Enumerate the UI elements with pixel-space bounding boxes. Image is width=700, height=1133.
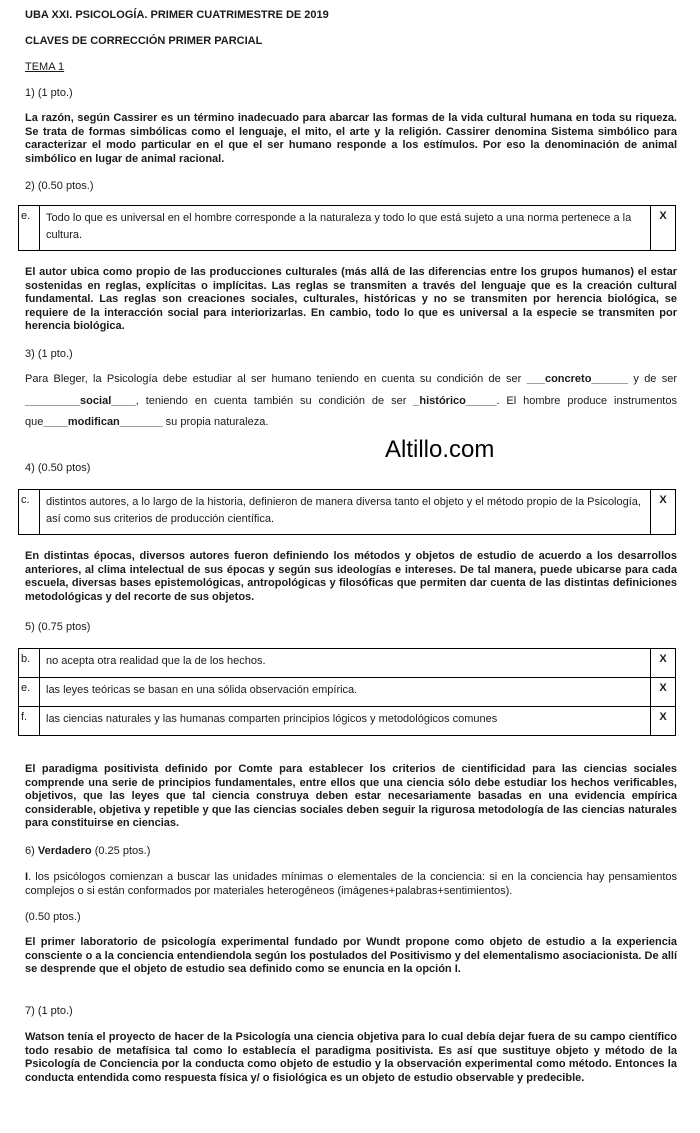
q3-answer-4: ____modifican_______	[43, 416, 163, 428]
q7-label: 7) (1 pto.)	[25, 1005, 73, 1017]
q2-option-letter: e.	[19, 206, 40, 251]
q3-fill-in	[25, 369, 677, 434]
q3-answer-1: ___concreto______	[526, 373, 629, 385]
q2-option-text: Todo lo que es universal en el hombre corresponde a la naturaleza y todo lo que está sujeto a una norma pertenece a la cultura.	[40, 206, 651, 251]
q5-option-text: no acepta otra realidad que la de los hechos.	[40, 649, 651, 678]
q5-option-row	[19, 678, 676, 707]
q3-text-2: y de ser	[628, 373, 677, 385]
q6-item-text: . los psicólogos comienzan a buscar las unidades mínimas o elementales de la conciencia: si en la conciencia hay pensamientos complejos o si están conformados por materiales heterogéneos (imágenes+palabras+sentimientos).	[25, 871, 677, 897]
q3-answer-3: _histórico_____	[413, 394, 497, 407]
q4-option-table	[18, 489, 676, 535]
q4-option-row	[19, 490, 676, 535]
q6-label	[25, 845, 677, 857]
q2-answer: El autor ubica como propio de las producciones culturales (más allá de las diferencias entre los grupos humanos) el estar sostenidas en reglas, explícitas o implícitas. Las reglas se transmiten a través del lenguaje que es la creación cultural fundamental. Las reglas son creaciones sociales, culturales, históricas y no se transmiten por herencia biológica, se requiere de la interacción social para interiorizarlas. En cambio, todo lo que es universal a la especie se transmiten por herencia biológica.	[25, 266, 677, 333]
q6-item	[25, 871, 677, 898]
q5-option-mark: X	[651, 707, 676, 736]
q6-label-num: 6)	[25, 845, 38, 857]
document-title: UBA XXI. PSICOLOGÍA. PRIMER CUATRIMESTRE DE 2019	[25, 9, 329, 21]
q5-option-letter: e.	[19, 678, 40, 707]
q3-text-4: . El hombre produce instrumentos que	[25, 394, 677, 428]
q6-label-points: (0.25 ptos.)	[91, 845, 151, 857]
q5-option-row	[19, 707, 676, 736]
q6-label-verdict: Verdadero	[37, 845, 92, 857]
q3-text-3: , teniendo en cuenta también su condición de ser	[135, 394, 414, 407]
q5-option-letter: b.	[19, 649, 40, 678]
q2-label: 2) (0.50 ptos.)	[25, 180, 94, 192]
q3-answer-2: _________social____	[25, 394, 136, 407]
q3-text-5: su propia naturaleza.	[162, 416, 269, 428]
q5-label: 5) (0.75 ptos)	[25, 621, 91, 633]
q5-option-row	[19, 649, 676, 678]
watermark: Altillo.com	[385, 436, 495, 463]
q6-item-letter: I	[25, 871, 29, 883]
q1-label: 1) (1 pto.)	[25, 87, 73, 99]
q3-label: 3) (1 pto.)	[25, 348, 73, 360]
q5-option-mark: X	[651, 678, 676, 707]
q5-option-text: las ciencias naturales y las humanas comparten principios lógicos y metodológicos comunes	[40, 707, 651, 736]
q2-option-mark: X	[651, 206, 676, 251]
tema-text: TEMA 1	[25, 61, 65, 73]
document-subtitle: CLAVES DE CORRECCIÓN PRIMER PARCIAL	[25, 35, 263, 47]
q4-option-letter: c.	[19, 490, 40, 535]
q5-option-letter: f.	[19, 707, 40, 736]
q2-option-table	[18, 205, 676, 251]
q6-label-2: (0.50 ptos.)	[25, 911, 81, 923]
q5-option-table	[18, 648, 676, 736]
q4-option-text: distintos autores, a lo largo de la historia, definieron de manera diversa tanto el objeto y el método propio de la Psicología, así como sus criterios de producción científica.	[40, 490, 651, 535]
q2-option-row	[19, 206, 676, 251]
q3-text-1: Para Bleger, la Psicología debe estudiar al ser humano teniendo en cuenta su condición de ser	[25, 373, 527, 385]
q5-answer: El paradigma positivista definido por Comte para establecer los criterios de cientificidad para las ciencias sociales comprende una serie de principios fundamentales, entre ellos que una ciencia sólo debe estudiar los hechos verificables, objetivos, que las leyes que tal ciencia construya deben estar necesariamente basadas en una evidencia empírica considerable, objetiva y repetible y que las ciencias sociales deben seguir la rigurosa metodología de las ciencias naturales para constituirse en ciencias.	[25, 763, 677, 830]
q4-option-mark: X	[651, 490, 676, 535]
q5-option-text: las leyes teóricas se basan en una sólida observación empírica.	[40, 678, 651, 707]
q4-answer: En distintas épocas, diversos autores fueron definiendo los métodos y objetos de estudio de acuerdo a los desarrollos anteriores, al clima intelectual de sus épocas y según sus ideologías e intereses. De tal manera, puede ubicarse para cada escuela, diversas bases epistemológicas, antropológicas y filosóficas que permiten dar cuenta de las distintas definiciones metodológicas y del recorte de sus objetos.	[25, 550, 677, 603]
tema-label	[25, 61, 677, 73]
q6-answer: El primer laboratorio de psicología experimental fundado por Wundt propone como objeto de estudio a la experiencia consciente o a la conciencia entendiendola según los postulados del Positivismo y del elementalismo asociacionista. De allí se desprende que el objeto de estudio sea definido como se enuncia en la opción I.	[25, 936, 677, 976]
q5-option-mark: X	[651, 649, 676, 678]
q1-answer: La razón, según Cassirer es un término inadecuado para abarcar las formas de la vida cultural humana en toda su riqueza. Se trata de formas simbólicas como el lenguaje, el mito, el arte y la religión. Cassirer denomina Sistema simbólico para caracterizar el modo particular en el que el ser humano responde a los estímulos. Por eso la denominación de animal simbólico en lugar de animal racional.	[25, 112, 677, 165]
q4-label: 4) (0.50 ptos)	[25, 462, 91, 474]
q7-answer: Watson tenía el proyecto de hacer de la Psicología una ciencia objetiva para lo cual debía dejar fuera de su campo científico todo resabio de metafísica tal como lo establecía el paradigma positivista. Es así que sustituye objeto y método de la Psicología de Conciencia por la conducta como objeto de estudio y la observación experimental como método. Entonces la conducta entendida como respuesta física y/ o fisiológica es un objeto de estudio observable y predecible.	[25, 1031, 677, 1084]
